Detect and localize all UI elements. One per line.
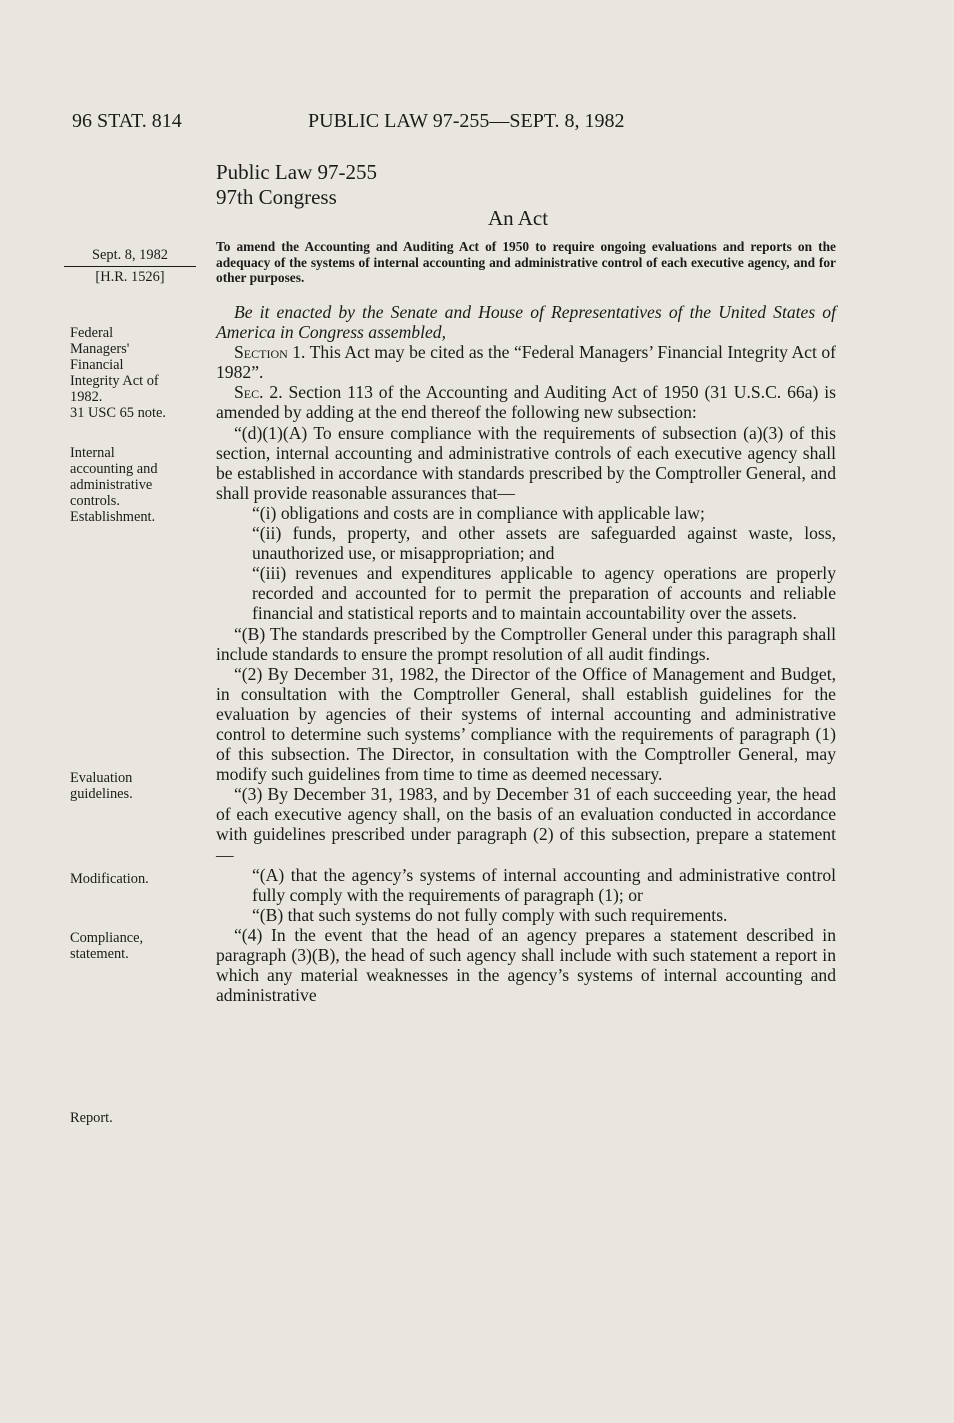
running-header: PUBLIC LAW 97-255—SEPT. 8, 1982 — [308, 110, 625, 132]
section-2-label: Sec. — [234, 382, 264, 403]
margin-divider — [64, 266, 196, 267]
stat-page-reference: 96 STAT. 814 — [72, 110, 182, 132]
section-2 — [216, 382, 836, 422]
margin-note-evaluation: Evaluation guidelines. — [70, 770, 133, 802]
statute-body — [216, 302, 836, 1005]
margin-bill-number: [H.R. 1526] — [95, 269, 165, 285]
clause-iii: “(iii) revenues and expenditures applicable to agency operations are properly recorded and accounted for to permit the preparation of accounts and reliable financial and statistical reports and to maintain accountability over the assets. — [252, 563, 836, 624]
section-1-text: 1. This Act may be cited as the “Federal Managers’ Financial Integrity Act of 1982”. — [216, 342, 836, 383]
margin-note-modification: Modification. — [70, 871, 149, 887]
clause-i: “(i) obligations and costs are in compliance with applicable law; — [252, 502, 705, 523]
margin-note-internal-controls: Internal accounting and administrative controls. Establishment. — [70, 445, 158, 525]
paragraph-d3: “(3) By December 31, 1983, and by December 31 of each succeeding year, the head of each executive agency shall, on the basis of an evaluation conducted in accordance with guidelines prescribed under paragraph (2) of this subsection, prepare a statement— — [216, 784, 836, 865]
margin-enactment-date: Sept. 8, 1982 — [92, 247, 168, 263]
congress-number: 97th Congress — [216, 185, 337, 209]
section-1 — [216, 342, 836, 382]
clause-ii: “(ii) funds, property, and other assets are safeguarded against waste, loss, unauthorized use, or misappropriation; and — [252, 523, 836, 564]
act-heading: An Act — [488, 206, 549, 230]
margin-note-short-title: Federal Managers' Financial Integrity Act of 1982. 31 USC 65 note. — [70, 325, 166, 421]
subparagraph-d3B: “(B) that such systems do not fully comply with such requirements. — [252, 904, 728, 925]
subparagraph-d3A: “(A) that the agency’s systems of internal accounting and administrative control fully comply with the requirements of paragraph (1); or — [252, 864, 836, 905]
paragraph-d2: “(2) By December 31, 1982, the Director of the Office of Management and Budget, in consultation with the Comptroller General, shall establish guidelines for the evaluation by agencies of their systems of internal accounting and administrative control to determine such systems’ compliance with the requirements of paragraph (1) of this subsection. The Director, in consultation with the Comptroller General, may modify such guidelines from time to time as deemed necessary. — [216, 663, 836, 785]
paragraph-d4: “(4) In the event that the head of an agency prepares a statement described in paragraph (3)(B), the head of such agency shall include with such statement a report in which any material weaknesses in the agency’s systems of internal accounting and administrative — [216, 924, 836, 1006]
law-number: Public Law 97-255 — [216, 160, 377, 184]
margin-note-report: Report. — [70, 1110, 113, 1126]
paragraph-d1A: “(d)(1)(A) To ensure compliance with the requirements of subsection (a)(3) of this section, internal accounting and administrative controls of each executive agency shall be established in accordance with standards prescribed by the Comptroller General, and shall provide reasonable assurances that— — [216, 422, 836, 503]
margin-note-compliance: Compliance, statement. — [70, 930, 144, 962]
paragraph-d1B: “(B) The standards prescribed by the Comptroller General under this paragraph shall include standards to ensure the prompt resolution of all audit findings. — [216, 623, 836, 664]
section-1-label: Section — [234, 342, 288, 363]
section-2-text: 2. Section 113 of the Accounting and Auditing Act of 1950 (31 U.S.C. 66a) is amended by adding at the end thereof the following new subsection: — [216, 382, 836, 423]
purpose-clause: To amend the Accounting and Auditing Act of 1950 to require ongoing evaluations and reports on the adequacy of the systems of internal accounting and administrative control of each executive agency, and for other purposes. — [216, 239, 836, 285]
law-title-block — [216, 160, 377, 210]
enacting-clause: Be it enacted by the Senate and House of Representatives of the United States of America in Congress assembled, — [216, 302, 836, 343]
